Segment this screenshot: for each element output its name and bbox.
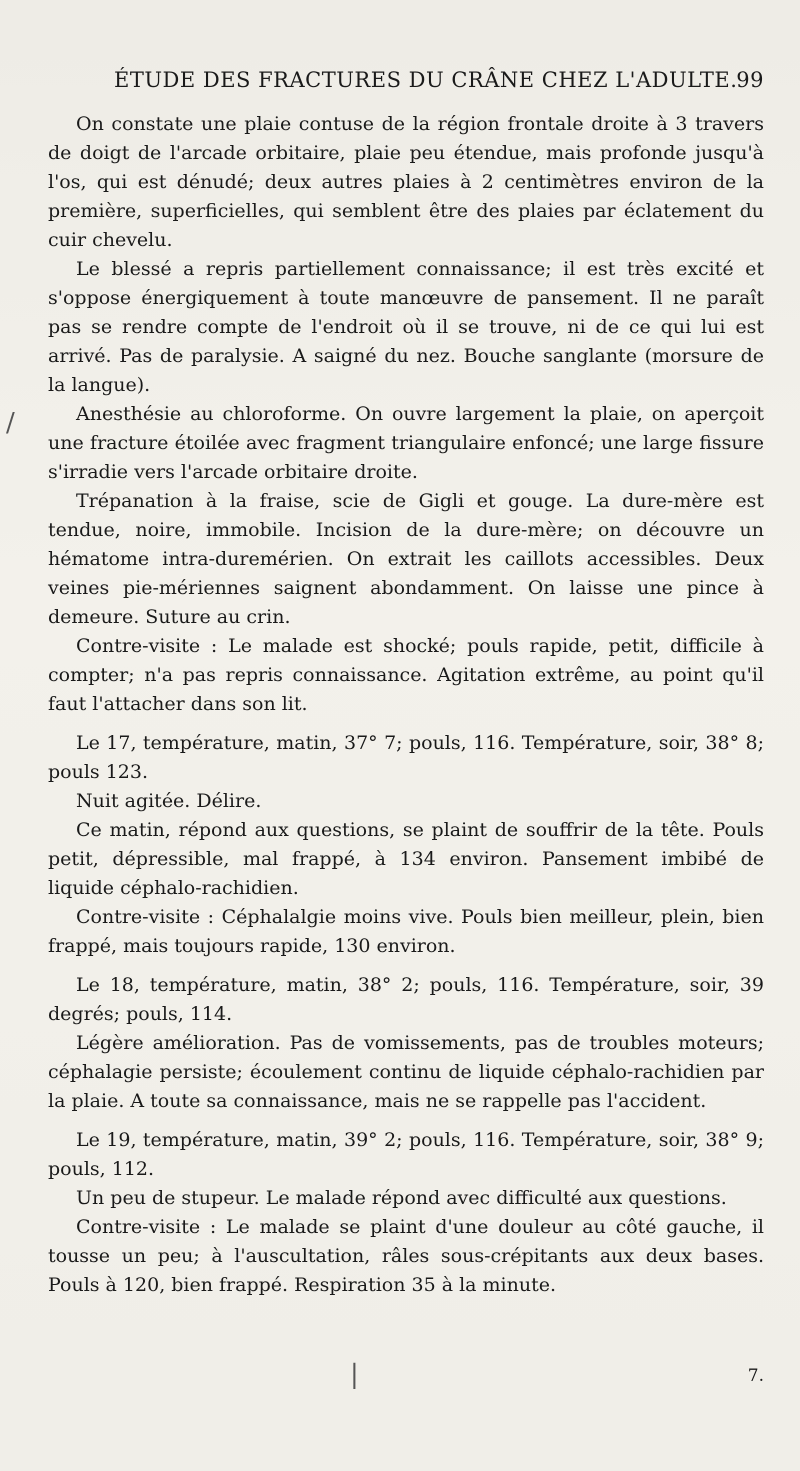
page-body [48, 110, 764, 1300]
paragraph: Ce matin, répond aux questions, se plaint de souffrir de la tête. Pouls petit, dépressible, mal frappé, à 134 environ. Pansement imbibé de liquide céphalo-rachidien. [48, 819, 764, 899]
paragraph: Légère amélioration. Pas de vomissements, pas de troubles moteurs; céphalagie persiste; écoulement continu de liquide céphalo-rachidien par la plaie. A toute sa connaissance, mais ne se rappelle pas l'accident. [48, 1032, 764, 1112]
paragraph: Le 17, température, matin, 37° 7; pouls, 116. Température, soir, 38° 8; pouls 123. [48, 732, 764, 783]
paragraph: Le 19, température, matin, 39° 2; pouls, 116. Température, soir, 38° 9; pouls, 112. [48, 1129, 764, 1180]
paragraph: Anesthésie au chloroforme. On ouvre largement la plaie, on aperçoit une fracture étoilée avec fragment triangulaire enfoncé; une large fissure s'irradie vers l'arcade orbitaire droite. [48, 403, 764, 483]
signature-mark: 7. [747, 1366, 764, 1386]
paragraph: Contre-visite : Le malade se plaint d'une douleur au côté gauche, il tousse un peu; à l'auscultation, râles sous-crépitants aux deux bases. Pouls à 120, bien frappé. Respiration 35 à la minute. [48, 1216, 764, 1296]
paragraph: Trépanation à la fraise, scie de Gigli et gouge. La dure-mère est tendue, noire, immobile. Incision de la dure-mère; on découvre un hématome intra-duremérien. On extrait les caillots accessibles. Deux veines pie-mériennes saignent abondamment. On laisse une pince à demeure. Suture au crin. [48, 490, 764, 628]
running-header [48, 64, 764, 96]
paragraph: Le 18, température, matin, 38° 2; pouls, 116. Température, soir, 39 degrés; pouls, 114. [48, 974, 764, 1025]
running-title: ÉTUDE DES FRACTURES DU CRÂNE CHEZ L'ADULTE. [114, 68, 738, 92]
stray-ink-mark: | [350, 1360, 359, 1390]
paragraph: Nuit agitée. Délire. [76, 790, 262, 812]
paragraph: Contre-visite : Le malade est shocké; pouls rapide, petit, difficile à compter; n'a pas repris connaissance. Agitation extrême, au point qu'il faut l'attacher dans son lit. [48, 635, 764, 715]
page-number: 99 [736, 68, 764, 92]
paragraph: On constate une plaie contuse de la région frontale droite à 3 travers de doigt de l'arcade orbitaire, plaie peu étendue, mais profonde jusqu'à l'os, qui est dénudé; deux autres plaies à 2 centimètres environ de la première, superficielles, qui semblent être des plaies par éclatement du cuir chevelu. [48, 113, 764, 251]
margin-slash-mark: / [6, 408, 15, 438]
paragraph: Le blessé a repris partiellement connaissance; il est très excité et s'oppose énergiquement à toute manœuvre de pansement. Il ne paraît pas se rendre compte de l'endroit où il se trouve, ni de ce qui lui est arrivé. Pas de paralysie. A saigné du nez. Bouche sanglante (morsure de la langue). [48, 258, 764, 396]
page-footer [48, 1362, 764, 1396]
paragraph: Contre-visite : Céphalalgie moins vive. Pouls bien meilleur, plein, bien frappé, mais toujours rapide, 130 environ. [48, 906, 764, 957]
paragraph: Un peu de stupeur. Le malade répond avec difficulté aux questions. [76, 1187, 727, 1209]
